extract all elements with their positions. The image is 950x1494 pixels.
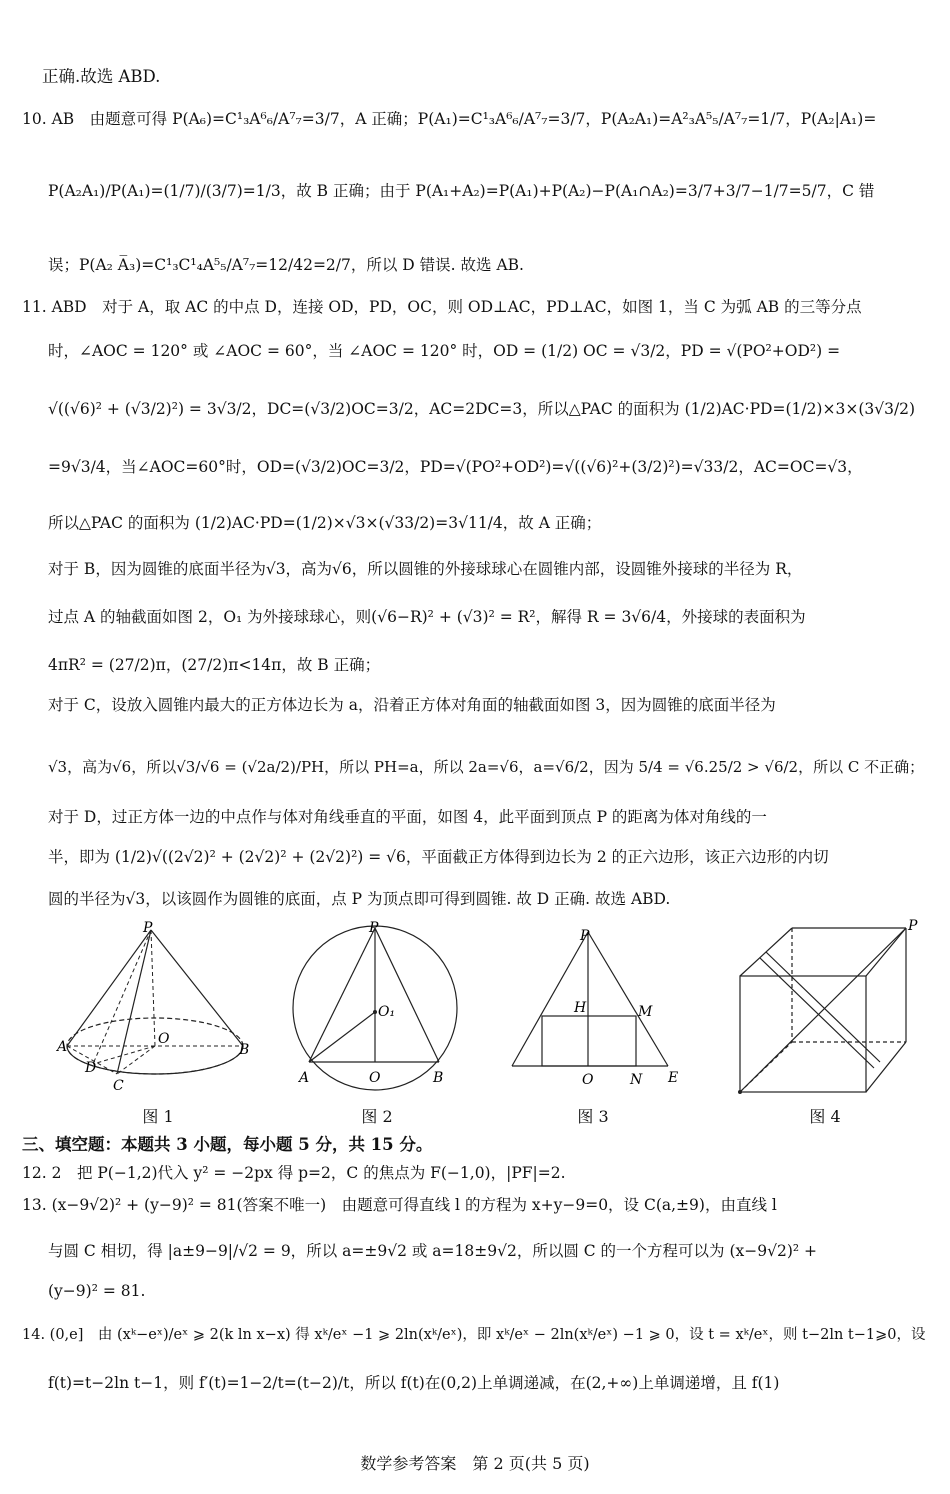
figure-1-cone — [55, 916, 255, 1101]
fig1-label-a: A — [57, 1039, 68, 1055]
fig4-label-p: P — [908, 918, 918, 934]
text-line-2: 10. AB 由题意可得 P(A₆)=C¹₃A⁶₆/A⁷₇=3/7，A 正确；P(A₁)=C¹₃A⁶₆/A⁷₇=3/7，P(A₂A₁)=A²₃A⁵₅/A⁷₇=1/7，P(A₂|A₁)= — [22, 110, 877, 128]
answer-13-line-2: 与圆 C 相切，得 |a±9−9|/√2 = 9，所以 a=±9√2 或 a=18±9√2，所以圆 C 的一个方程可以为 (x−9√2)² + — [48, 1242, 818, 1260]
fig3-label-h: H — [574, 1000, 587, 1016]
figure-2-caption: 图 2 — [361, 1107, 393, 1126]
text-line-16: 半，即为 (1/2)√((2√2)² + (2√2)² + (2√2)²) = √6，平面截正方体得到边长为 2 的正六边形，该正六边形的内切 — [48, 848, 829, 866]
text-line-1: 正确.故选 ABD. — [42, 67, 161, 86]
text-line-7: √((√6)² + (√3/2)²) = 3√3/2，DC=(√3/2)OC=3/2，AC=2DC=3，所以△PAC 的面积为 (1/2)AC·PD=(1/2)×3×(3√3/2) — [48, 400, 916, 418]
text-line-10: 对于 B，因为圆锥的底面半径为√3，高为√6，所以圆锥的外接球球心在圆锥内部，设圆锥外接球的半径为 R， — [48, 560, 803, 578]
text-line-9: 所以△PAC 的面积为 (1/2)AC·PD=(1/2)×√3×(√33/2)=3√11/4，故 A 正确； — [48, 514, 602, 532]
text-line-5: 11. ABD 对于 A，取 AC 的中点 D，连接 OD，PD，OC，则 OD⊥AC，PD⊥AC，如图 1，当 C 为弧 AB 的三等分点 — [22, 298, 862, 316]
fig1-label-c: C — [113, 1078, 124, 1094]
fig3-label-p: P — [580, 928, 590, 944]
fig2-label-b: B — [433, 1070, 444, 1086]
figure-4-caption: 图 4 — [809, 1107, 841, 1126]
fig1-label-p: P — [143, 920, 153, 936]
fig3-label-n: N — [630, 1072, 643, 1088]
answer-13-line-1: 13. (x−9√2)² + (y−9)² = 81(答案不唯一) 由题意可得直线 l 的方程为 x+y−9=0，设 C(a,±9)，由直线 l — [22, 1196, 777, 1214]
fig3-label-o: O — [582, 1072, 594, 1088]
text-line-4: 误；P(A₂ A̅₃)=C¹₃C¹₄A⁵₅/A⁷₇=12/42=2/7，所以 D 错误. 故选 AB. — [48, 256, 524, 274]
fig2-label-p: P — [369, 920, 379, 936]
text-line-17: 圆的半径为√3，以该圆作为圆锥的底面，点 P 为顶点即可得到圆锥. 故 D 正确. 故选 ABD. — [48, 890, 671, 908]
answer-13-line-3: (y−9)² = 81. — [48, 1282, 146, 1300]
figure-4-cube — [730, 912, 925, 1102]
answer-14-line-1: 14. (0,e] 由 (xᵏ−eˣ)/eˣ ⩾ 2(k ln x−x) 得 xᵏ/eˣ −1 ⩾ 2ln(xᵏ/eˣ)，即 xᵏ/eˣ − 2ln(xᵏ/eˣ) −1 ⩾ 0，设 t = xᵏ/eˣ，则 t−2ln t−1⩾0，设 — [22, 1327, 926, 1343]
answer-12: 12. 2 把 P(−1,2)代入 y² = −2px 得 p=2，C 的焦点为 F(−1,0)，|PF|=2. — [22, 1164, 566, 1182]
text-line-8: =9√3/4，当∠AOC=60°时，OD=(√3/2)OC=3/2，PD=√(PO²+OD²)=√((√6)²+(3/2)²)=√33/2，AC=OC=√3， — [48, 458, 863, 476]
figure-3-cross-section — [500, 916, 690, 1101]
fig1-label-b: B — [239, 1042, 250, 1058]
text-line-11: 过点 A 的轴截面如图 2，O₁ 为外接球球心，则(√6−R)² + (√3)² = R²，解得 R = 3√6/4，外接球的表面积为 — [48, 608, 806, 626]
answer-14-line-2: f(t)=t−2ln t−1，则 f′(t)=1−2/t=(t−2)/t，所以 f(t)在(0,2)上单调递减，在(2,+∞)上单调递增，且 f(1) — [48, 1374, 780, 1392]
fig1-label-d: D — [85, 1060, 97, 1076]
fig3-label-e: E — [668, 1070, 679, 1086]
fig2-label-o: O — [369, 1070, 381, 1086]
text-line-6: 时，∠AOC = 120° 或 ∠AOC = 60°，当 ∠AOC = 120° 时，OD = (1/2) OC = √3/2，PD = √(PO²+OD²) = — [48, 342, 841, 360]
fig1-label-o: O — [158, 1031, 170, 1047]
figure-3-caption: 图 3 — [577, 1107, 609, 1126]
fig2-label-a: A — [299, 1070, 310, 1086]
page-footer: 数学参考答案 第 2 页(共 5 页) — [360, 1454, 590, 1473]
text-line-12: 4πR² = (27/2)π，(27/2)π<14π，故 B 正确； — [48, 656, 381, 674]
section-3-heading: 三、填空题：本题共 3 小题，每小题 5 分，共 15 分。 — [22, 1135, 433, 1154]
text-line-14: √3，高为√6，所以√3/√6 = (√2a/2)/PH，所以 PH=a，所以 2a=√6，a=√6/2，因为 5/4 = √6.25/2 > √6/2，所以 C 不正确； — [48, 758, 925, 776]
text-line-15: 对于 D，过正方体一边的中点作与体对角线垂直的平面，如图 4，此平面到顶点 P 的距离为体对角线的一 — [48, 808, 767, 826]
text-line-13: 对于 C，设放入圆锥内最大的正方体边长为 a，沿着正方体对角面的轴截面如图 3，因为圆锥的底面半径为 — [48, 696, 776, 714]
fig3-label-m: M — [638, 1004, 653, 1020]
figure-2-sphere-section — [285, 916, 465, 1101]
text-line-3: P(A₂A₁)/P(A₁)=(1/7)/(3/7)=1/3，故 B 正确；由于 P(A₁+A₂)=P(A₁)+P(A₂)−P(A₁∩A₂)=3/7+3/7−1/7=5/7，C 错 — [48, 182, 875, 200]
fig2-label-o1: O₁ — [378, 1004, 396, 1020]
figure-1-caption: 图 1 — [142, 1107, 174, 1126]
